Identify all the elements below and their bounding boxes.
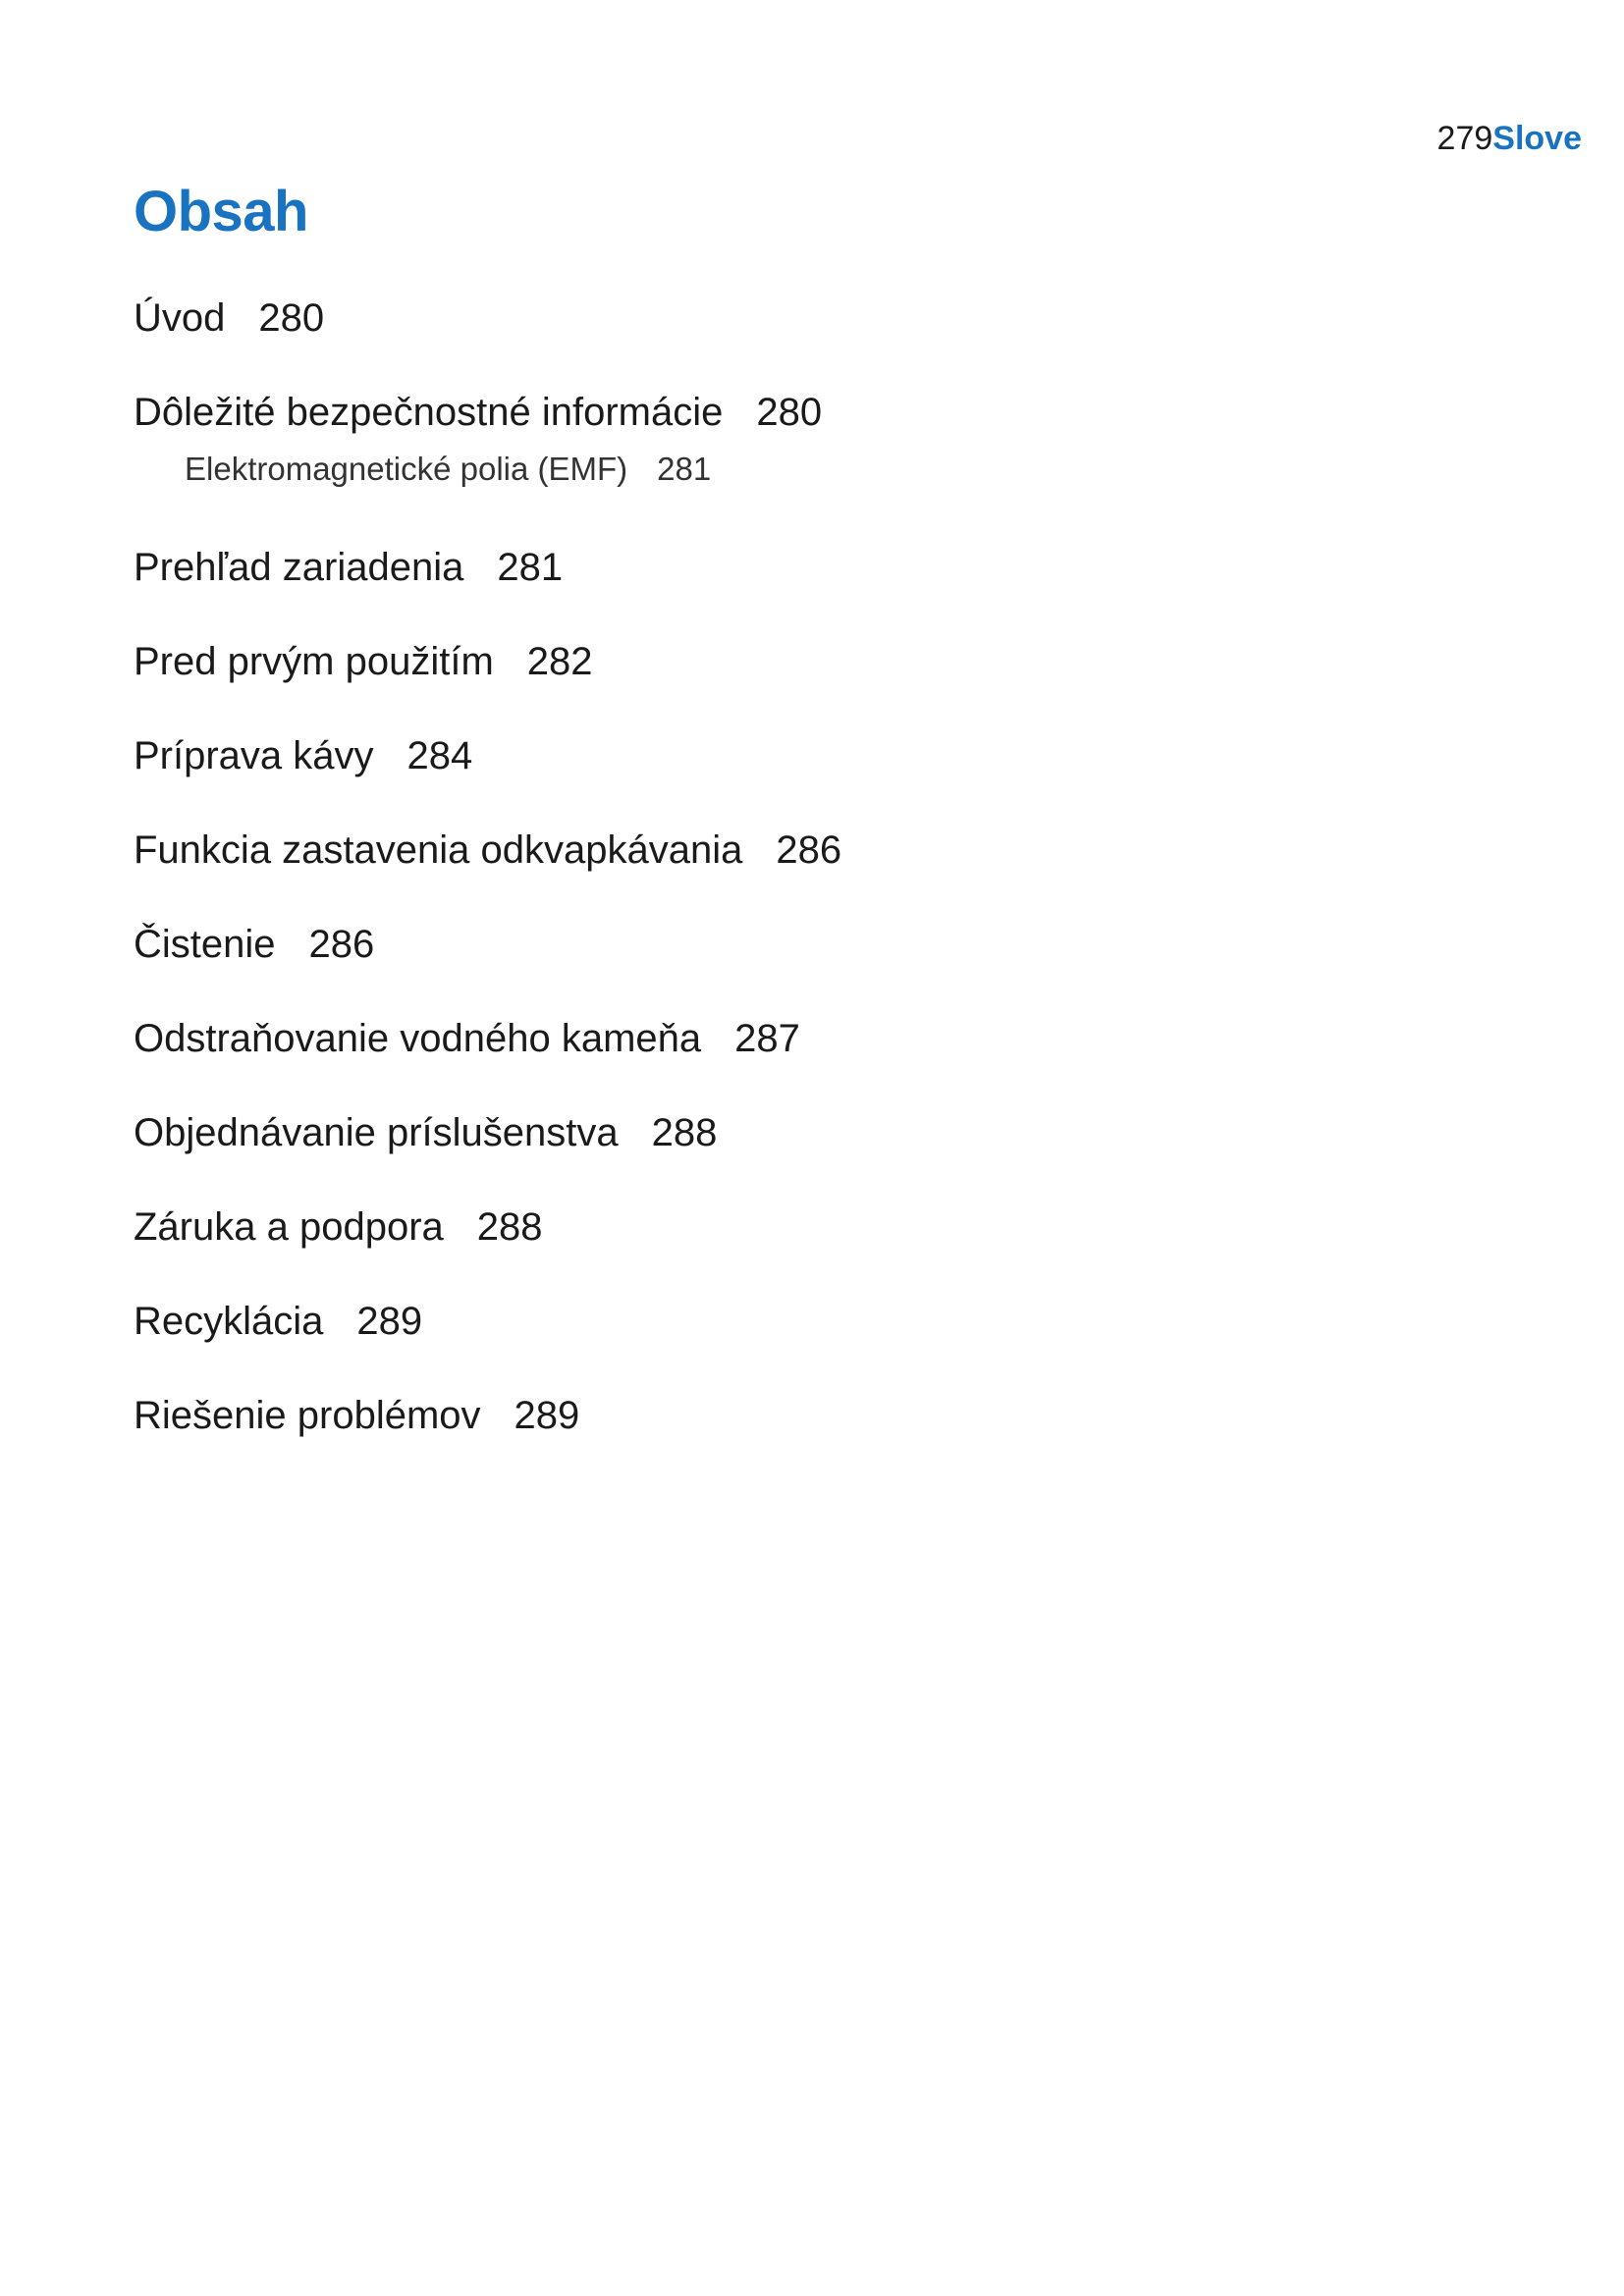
toc-entry-page: 288: [476, 1205, 543, 1249]
toc-entry-page: 289: [356, 1300, 423, 1343]
section-name: Slove: [1492, 120, 1582, 157]
toc-entry-page: 286: [308, 923, 375, 966]
toc-entry-label: Dôležité bezpečnostné informácie: [134, 391, 724, 434]
toc-entry-cistenie[interactable]: [134, 921, 841, 968]
toc-subentry-label: Elektromagnetické polia (EMF): [185, 451, 628, 487]
page-number: 279: [1436, 120, 1493, 157]
toc-entry-page: 284: [406, 734, 473, 777]
table-of-contents: [134, 294, 841, 1486]
toc-entry-label: Prehľad zariadenia: [134, 546, 464, 589]
toc-entry-page: 286: [776, 828, 842, 872]
toc-entry-recyklacia[interactable]: [134, 1298, 841, 1345]
page-header: [1437, 120, 1582, 158]
toc-subentry-emf[interactable]: [185, 450, 841, 489]
toc-entry-label: Recyklácia: [134, 1300, 324, 1343]
toc-entry-label: Záruka a podpora: [134, 1205, 444, 1249]
toc-entry-label: Odstraňovanie vodného kameňa: [134, 1017, 702, 1060]
toc-entry-prehlad-zariadenia[interactable]: [134, 544, 841, 591]
toc-subentry-page: 281: [657, 451, 712, 487]
toc-entry-page: 287: [734, 1017, 800, 1060]
toc-entry-label: Čistenie: [134, 923, 276, 966]
toc-entry-page: 281: [497, 546, 564, 589]
toc-entry-page: 282: [526, 640, 593, 683]
toc-entry-label: Pred prvým použitím: [134, 640, 494, 683]
toc-entry-label: Riešenie problémov: [134, 1394, 481, 1437]
toc-entry-pred-prvym-pouzitim[interactable]: [134, 638, 841, 685]
toc-entry-page: 280: [258, 296, 325, 340]
toc-entry-zastavenie-odkvapkavania[interactable]: [134, 827, 841, 874]
toc-entry-page: 288: [651, 1111, 718, 1154]
toc-entry-label: Funkcia zastavenia odkvapkávania: [134, 828, 743, 872]
toc-entry-page: 280: [756, 391, 823, 434]
toc-entry-label: Úvod: [134, 296, 226, 340]
toc-entry-riesenie-problemov[interactable]: [134, 1392, 841, 1439]
toc-entry-bezpecnostne-informacie[interactable]: [134, 389, 841, 436]
toc-entry-odstranovanie-kamena[interactable]: [134, 1015, 841, 1062]
toc-entry-priprava-kavy[interactable]: [134, 732, 841, 779]
toc-entry-page: 289: [514, 1394, 580, 1437]
toc-entry-label: Objednávanie príslušenstva: [134, 1111, 619, 1154]
toc-entry-objednavanie-prislusenstva[interactable]: [134, 1109, 841, 1156]
page-title: Obsah: [134, 180, 308, 243]
toc-entry-uvod[interactable]: [134, 294, 841, 342]
toc-entry-label: Príprava kávy: [134, 734, 374, 777]
toc-entry-zaruka-podpora[interactable]: [134, 1203, 841, 1251]
